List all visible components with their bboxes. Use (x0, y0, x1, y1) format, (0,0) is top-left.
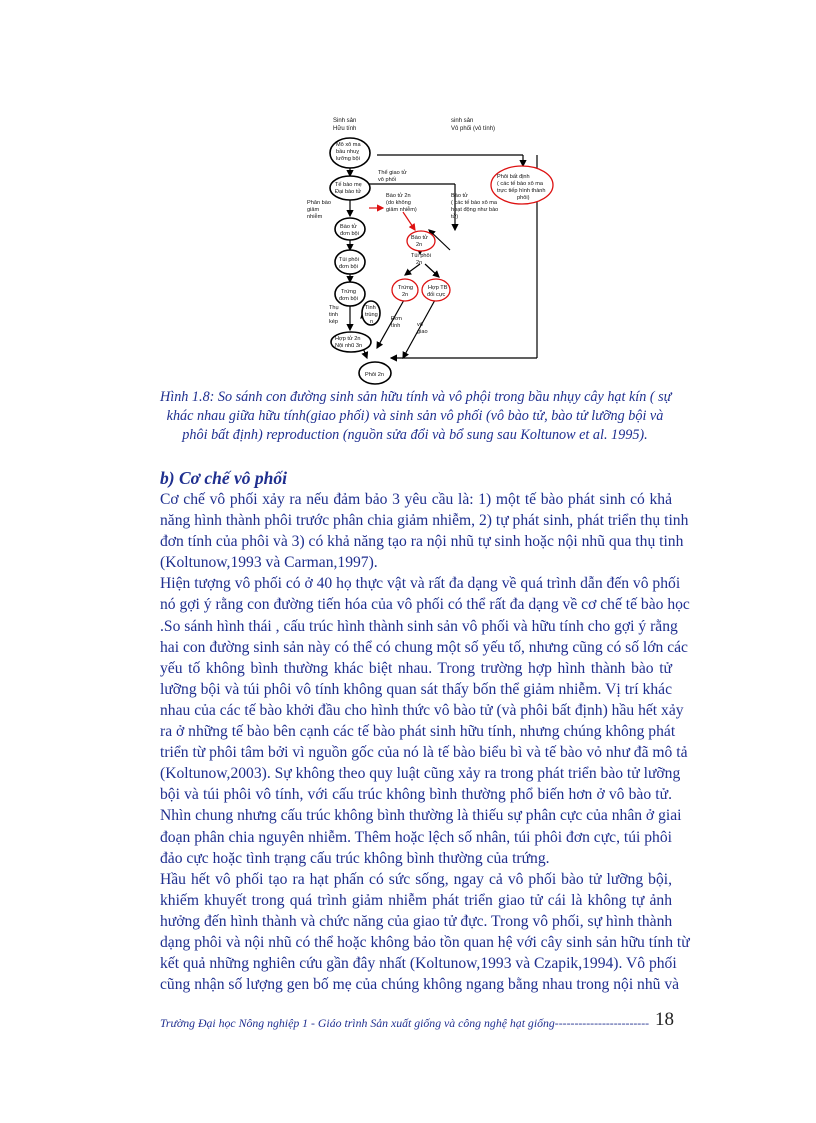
label-haploid-sac-1: Túi phôi (339, 257, 359, 263)
label-spore2n-2: 2n (416, 242, 423, 248)
label-egg2n-2: 2n (402, 292, 409, 298)
label-haploid-spore-1: Bào tử (340, 224, 357, 230)
body-line: (Koltunow,1993 và Carman,1997). (160, 554, 378, 572)
body-line: hưởng đến hình thành và chức năng của giao tử đực. Trong vô phối, sự hình thành (160, 912, 673, 930)
label-sac2n-2: 2n (416, 260, 423, 266)
label-egg-2: đơn bội (339, 296, 358, 302)
label-adventive-3: trực tiếp hình thành (497, 188, 546, 194)
label-adventive-2: ( các tế bào xô ma (497, 181, 544, 187)
label-diplospory-1: Bào tử 2n (386, 193, 411, 199)
label-apospory-3: hoạt động như bào (451, 207, 499, 213)
label-sac2n-1: Túi phôi (411, 253, 431, 259)
body-line: lưỡng bội và túi phôi vô tính không quan sát thấy bốn thể giảm nhiễm. Vị trí khác (160, 680, 672, 698)
label-mother-2: Đại bào tử (335, 189, 362, 195)
caption-line: khác nhau giữa hữu tính(giao phối) và sinh sản vô phối (vô bào tử, bào tử lưỡng bội và (166, 408, 664, 425)
body-line: Hiện tượng vô phối có ở 40 họ thực vật và rất đa dạng về quá trình dẫn đến vô phối (160, 575, 681, 593)
label-polar-1: Hợp TB (428, 285, 448, 291)
body-line: khiếm khuyết trong quá trình giảm nhiễm phát triển giao tử cái là không tự ảnh (160, 891, 672, 909)
body-line: Nhìn chung nhưng cấu trúc không bình thường là thiếu sự phân cực của nhân ở giai (160, 807, 682, 825)
label-haploid-sac-2: đơn bội (339, 264, 358, 270)
label-single-1: Đơn (391, 316, 402, 322)
label-adventive-4: phôi) (517, 195, 530, 201)
label-sperm-3: n (370, 319, 374, 325)
caption-line: Hình 1.8: So sánh con đường sinh sản hữu tính và vô phội trong bầu nhụy cây hạt kín ( sự (160, 389, 672, 405)
label-zygote-2: Nội nhũ 3n (335, 343, 363, 349)
label-mother-1: Tế bào mẹ (335, 182, 362, 188)
label-sperm-1: Tinh (365, 305, 376, 311)
label-meiosis-2: giảm (307, 207, 320, 213)
label-nogam-1: vô (417, 322, 423, 328)
body-line: đơn tính của phôi và 3) có khả năng tạo ra nội nhũ tự sinh hoặc nội nhũ qua thụ tinh (160, 533, 684, 551)
label-diplospory-3: giảm nhiễm) (386, 207, 417, 213)
label-egg-1: Trứng (341, 289, 357, 295)
page-footer (160, 1009, 674, 1032)
label-adventive-1: Phôi bất định (497, 174, 530, 180)
body-line: nhau của các tế bào khởi đầu cho hình thức vô bào tử (và phôi bất định) hầu hết xảy (160, 701, 684, 719)
label-sexual-title-2: Hữu tính (333, 126, 357, 132)
diagram-svg (305, 112, 555, 392)
label-diplospory-2: (do không (386, 200, 411, 206)
body-line: cũng nhận số lượng gen bố mẹ của chúng không ngang bằng nhau trong nội nhũ và (160, 976, 680, 994)
body-line: kết quả những nghiên cứu gần đây nhất (Koltunow,1993 và Czapik,1994). Vô phối (160, 955, 677, 973)
label-zygote-1: Hợp tử 2n (335, 336, 361, 342)
label-sperm-2: trùng (365, 312, 378, 318)
body-line: .So sánh hình thái , cấu trúc hình thành sinh sản vô phối và hữu tính cho gợi ý rằng (160, 617, 678, 635)
label-double-fert-2: tinh (329, 312, 339, 318)
body-text (160, 489, 690, 995)
caption-line: phôi bất định) reproduction (nguồn sửa đổi và bổ sung sau Koltunow et al. 1995). (182, 427, 648, 444)
body-line: triển từ phôi tâm bởi vì nguồn gốc của nó là tế bào biểu bì và tế bào vỏ như đã mô tả (160, 744, 688, 762)
label-meiosis-3: nhiễm (307, 214, 323, 220)
body-line: bội và túi phôi vô tính, với cấu trúc không bình thường phổ biến hơn ở vô bào tử. (160, 786, 672, 804)
label-apospory-1: Bào tử (451, 193, 468, 199)
label-apospory-2: ( các tế bào xô ma (451, 200, 498, 206)
body-line: hai con đường sinh sản này có thể có chung một số yếu tố, nhưng cũng có số lớn các (160, 638, 688, 656)
label-sexual-title-1: Sinh sản (333, 118, 357, 124)
label-single-2: tính (391, 323, 401, 329)
label-asexual-title-2: Vô phối (vô tính) (451, 126, 496, 132)
label-egg2n-1: Trứng (398, 285, 414, 291)
body-line: Hầu hết vô phối tạo ra hạt phấn có sức sống, ngay cả vô phối bào tử lưỡng bội, (160, 870, 672, 888)
body-line: Cơ chế vô phối xảy ra nếu đảm bảo 3 yêu cầu là: 1) một tế bào phát sinh có khả (160, 491, 672, 508)
footer-text: Trường Đại học Nông nghiệp 1 - Giáo trình Sản xuất giống và công nghệ hạt giống------------------------ (160, 1016, 650, 1030)
label-mmc-1: Mô xô ma (336, 142, 361, 148)
body-line: dạng phôi và nội nhũ có thể hoặc không bảo tồn quan hệ với cây sinh sản hữu tính từ (160, 933, 690, 951)
label-polar-2: đối cực (427, 292, 446, 298)
body-line: năng hình thành phôi trước phân chia giảm nhiễm, 2) tự phát sinh, phát triển thụ tinh (160, 512, 689, 530)
body-line: (Koltunow,2003). Sự không theo quy luật cũng xảy ra trong phát triển bào tử lưỡng (160, 765, 681, 783)
label-gamete-1: Thể giao tử (378, 170, 407, 176)
reproduction-pathway-diagram (305, 112, 555, 392)
label-spore2n-1: Bào tử (411, 235, 428, 241)
label-asexual-title-1: sinh sản (451, 118, 474, 124)
label-embryo: Phôi 2n (365, 372, 384, 378)
label-haploid-spore-2: đơn bội (340, 231, 359, 237)
label-gamete-2: vô phối (378, 177, 397, 183)
body-line: đảo cực hoặc tình trạng cấu trúc không bình thường của trứng. (160, 849, 550, 867)
label-double-fert-1: Thụ (329, 305, 339, 311)
body-line: yếu tố không bình thường khác biệt nhau. Trong trường hợp hình thành bào tử (160, 659, 672, 677)
body-line: ra ở những tế bào bên cạnh các tế bào phát sinh hữu tính, nhưng chúng không phát (160, 723, 676, 741)
label-meiosis-1: Phân bào (307, 200, 331, 206)
label-apospory-4: tử) (451, 214, 459, 220)
body-line: đoạn phân chia nguyên nhiễm. Thêm hoặc lệch số nhân, túi phôi đơn cực, túi phôi (160, 828, 672, 846)
label-mmc-3: lưỡng bội (336, 156, 360, 162)
body-line: nó gợi ý rằng con đường tiến hóa của vô phối có thể rất đa dạng về cơ chế tế bào học (160, 596, 690, 614)
section-heading: b) Cơ chế vô phối (160, 468, 288, 488)
label-mmc-2: bầu nhuỵ (336, 149, 360, 155)
figure-caption (160, 388, 670, 446)
label-nogam-2: giao (417, 329, 428, 335)
label-double-fert-3: kép (329, 319, 339, 325)
page-number: 18 (655, 1009, 674, 1030)
